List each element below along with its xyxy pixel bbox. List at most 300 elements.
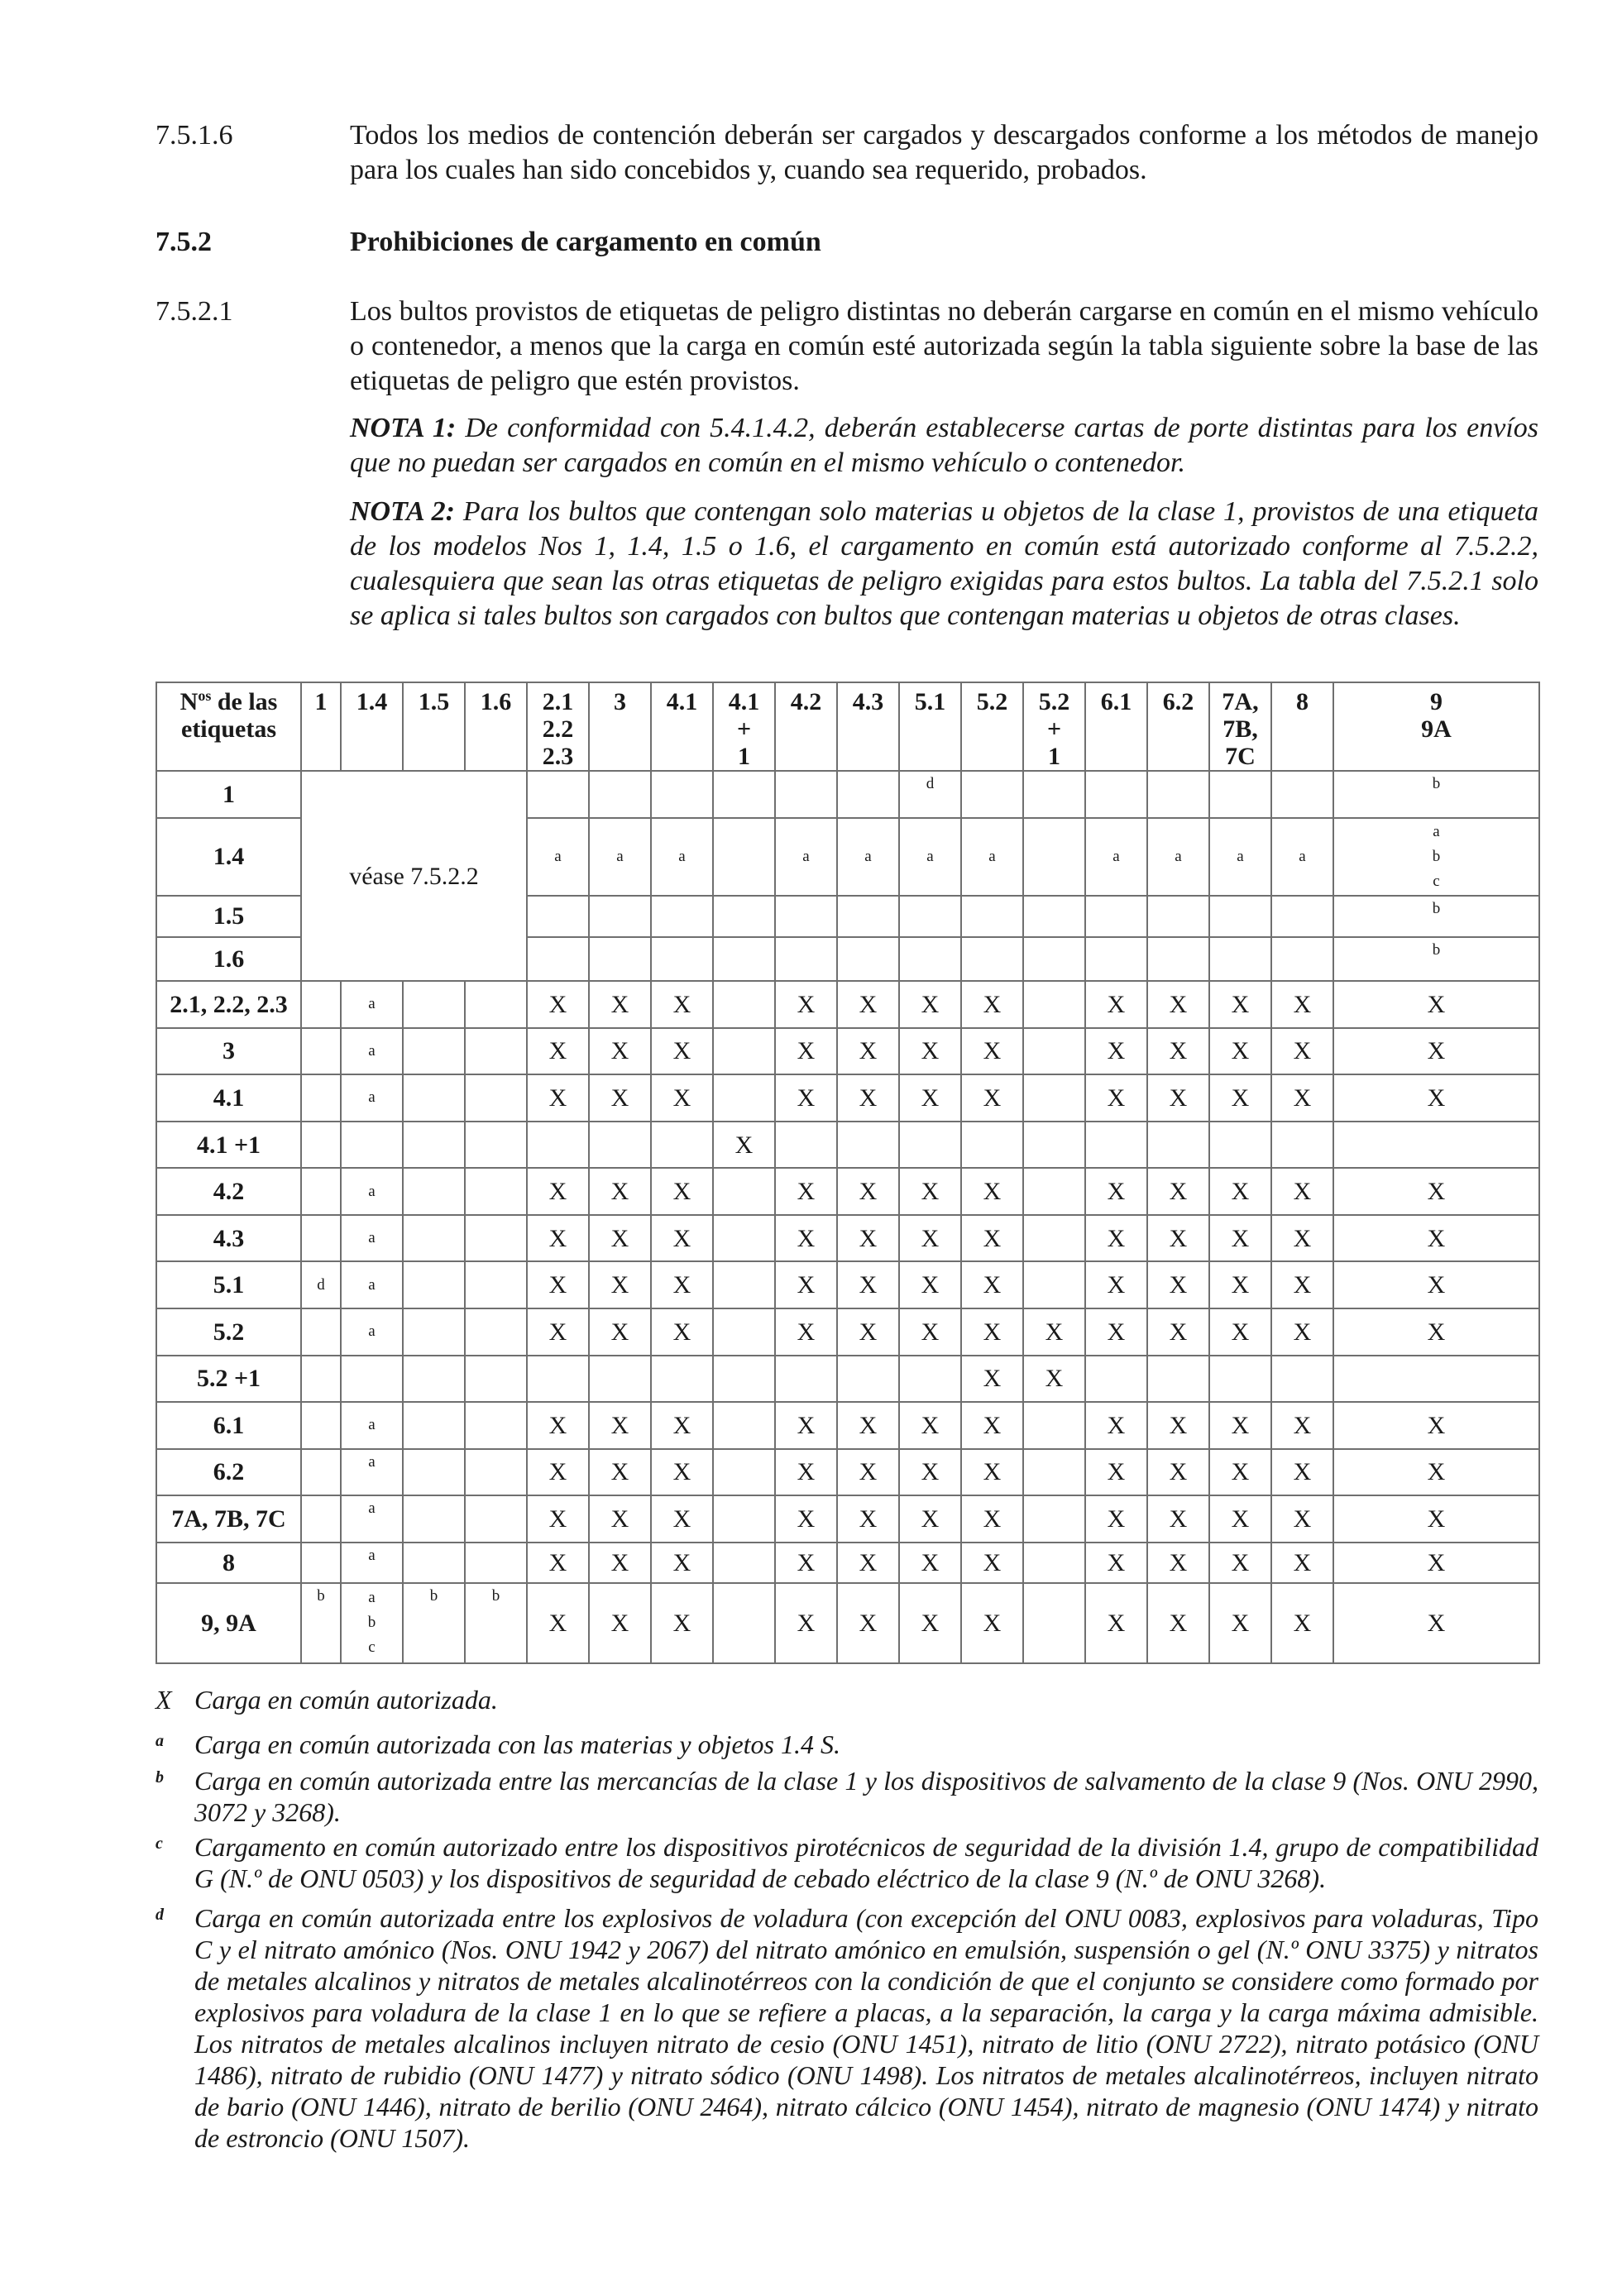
table-cell: X (1147, 1402, 1209, 1449)
table-row (156, 1168, 1539, 1215)
table-cell: X (1147, 1308, 1209, 1356)
table-cell (651, 771, 713, 818)
column-header-51-10: 5.1 (899, 682, 961, 771)
table-cell: X (527, 1168, 589, 1215)
table-cell (1147, 896, 1209, 936)
footnote-mark: c (156, 1834, 163, 1853)
table-cell: b (1333, 896, 1539, 936)
table-cell: X (1209, 1261, 1271, 1308)
table-cell: X (1333, 1074, 1539, 1122)
table-cell (527, 896, 589, 936)
table-cell: X (1147, 1074, 1209, 1122)
table-cell: X (899, 1215, 961, 1262)
table-cell (651, 937, 713, 981)
row-label: 3 (156, 1028, 301, 1075)
table-cell: X (589, 1261, 651, 1308)
table-cell: a (341, 1402, 403, 1449)
table-cell (1023, 771, 1085, 818)
table-cell (713, 1449, 775, 1496)
table-cell: a (341, 1261, 403, 1308)
column-header-16-3: 1.6 (465, 682, 527, 771)
table-cell (465, 1215, 527, 1262)
table-cell: X (1209, 1543, 1271, 1583)
table-cell: a (775, 818, 837, 897)
table-cell (1023, 1028, 1085, 1075)
table-cell (899, 1122, 961, 1169)
table-cell: X (1023, 1356, 1085, 1403)
row-label: 1.5 (156, 896, 301, 936)
table-cell: X (837, 1261, 899, 1308)
table-cell: X (899, 1261, 961, 1308)
row-label: 5.2 (156, 1308, 301, 1356)
table-cell: X (837, 1028, 899, 1075)
table-cell: X (837, 1495, 899, 1543)
table-cell (465, 1449, 527, 1496)
table-cell (1023, 1261, 1085, 1308)
table-row (156, 1495, 1539, 1543)
table-cell (403, 1122, 465, 1169)
table-cell (1271, 1122, 1333, 1169)
table-cell: X (527, 1308, 589, 1356)
table-cell: X (1271, 1543, 1333, 1583)
table-cell: a (341, 1308, 403, 1356)
table-cell: X (1209, 1495, 1271, 1543)
column-header-61-13: 6.1 (1085, 682, 1147, 771)
table-row (156, 1028, 1539, 1075)
column-header-8-16: 8 (1271, 682, 1333, 771)
table-cell (837, 1356, 899, 1403)
table-cell (301, 981, 341, 1028)
row-label: 1.6 (156, 937, 301, 981)
table-cell (301, 1356, 341, 1403)
footnote-text: Cargamento en común autorizado entre los dispositivos pirotécnicos de seguridad de la división 1.4, grupo de compatibilidad G (N.º de ONU 0503) y los dispositivos de seguridad de cebado eléctrico de la clase 9 (N.º de ONU 3268). (194, 1832, 1538, 1893)
table-cell: X (1085, 1074, 1147, 1122)
table-cell (651, 896, 713, 936)
row-label: 6.2 (156, 1449, 301, 1496)
table-cell (1147, 1356, 1209, 1403)
column-header-7A-15: 7A, 7B, 7C (1209, 682, 1271, 771)
table-cell: X (589, 1168, 651, 1215)
table-cell: X (899, 1543, 961, 1583)
table-cell: b (1333, 937, 1539, 981)
table-cell: X (961, 1402, 1023, 1449)
header-corner-labels: $N^{os}$ de las etiquetas (156, 682, 301, 771)
table-cell (527, 1122, 589, 1169)
table-cell: a (651, 818, 713, 897)
table-cell (527, 937, 589, 981)
table-cell: X (1333, 1261, 1539, 1308)
table-cell (527, 771, 589, 818)
table-cell (651, 1122, 713, 1169)
table-cell (465, 1122, 527, 1169)
table-cell: X (1147, 1543, 1209, 1583)
table-cell: X (1085, 1449, 1147, 1496)
table-cell: d (899, 771, 961, 818)
table-cell: X (961, 1308, 1023, 1356)
table-cell (1023, 1122, 1085, 1169)
table-cell (1023, 896, 1085, 936)
row-label: 1.4 (156, 818, 301, 897)
table-cell (403, 1308, 465, 1356)
table-cell: X (1147, 1583, 1209, 1663)
table-cell: X (1085, 1583, 1147, 1663)
table-cell: X (1333, 1449, 1539, 1496)
table-cell (465, 1356, 527, 1403)
table-cell: X (1333, 1583, 1539, 1663)
table-cell: X (775, 1495, 837, 1543)
table-cell (961, 1122, 1023, 1169)
paragraph-text: Todos los medios de contención deberán ser cargados y descargados conforme a los métodos de manejo para los cuales han sido concebidos y, cuando sea requerido, probados. (350, 120, 1538, 185)
table-cell: X (1085, 1308, 1147, 1356)
table-cell (465, 981, 527, 1028)
table-cell (403, 1356, 465, 1403)
row-label: 9, 9A (156, 1583, 301, 1663)
table-cell: X (899, 981, 961, 1028)
footnote-text: Carga en común autorizada. (194, 1685, 498, 1715)
table-cell (1023, 1449, 1085, 1496)
table-cell: X (899, 1449, 961, 1496)
column-header-52-12: 5.2 + 1 (1023, 682, 1085, 771)
table-cell: X (961, 1028, 1023, 1075)
table-cell (301, 1449, 341, 1496)
table-row (156, 1261, 1539, 1308)
table-row (156, 1583, 1539, 1663)
table-cell: X (713, 1122, 775, 1169)
table-cell: X (1271, 1074, 1333, 1122)
table-row (156, 1543, 1539, 1583)
table-cell: X (1271, 1308, 1333, 1356)
table-cell: X (1271, 1261, 1333, 1308)
table-cell (775, 771, 837, 818)
table-cell (403, 1028, 465, 1075)
table-cell: X (1271, 1402, 1333, 1449)
table-cell: X (1209, 1308, 1271, 1356)
table-row (156, 1356, 1539, 1403)
table-cell (1333, 1356, 1539, 1403)
table-cell: X (899, 1308, 961, 1356)
table-cell (1209, 937, 1271, 981)
table-cell (1147, 771, 1209, 818)
table-cell: X (961, 1261, 1023, 1308)
table-cell (1209, 1122, 1271, 1169)
table-cell: b (403, 1583, 465, 1663)
table-cell: X (651, 1449, 713, 1496)
table-cell: X (1271, 1028, 1333, 1075)
table-row (156, 1074, 1539, 1122)
table-cell: X (651, 1495, 713, 1543)
table-cell (589, 937, 651, 981)
row-label: 7A, 7B, 7C (156, 1495, 301, 1543)
table-cell: X (775, 981, 837, 1028)
table-cell: X (1209, 1028, 1271, 1075)
table-cell (713, 1356, 775, 1403)
table-cell: X (527, 1543, 589, 1583)
table-cell: X (1147, 1261, 1209, 1308)
table-cell (1147, 1122, 1209, 1169)
table-cell (589, 1122, 651, 1169)
table-row (156, 1402, 1539, 1449)
table-cell (1023, 1215, 1085, 1262)
table-cell: X (1209, 1168, 1271, 1215)
footnote-mark: a (156, 1732, 164, 1750)
table-cell (1085, 937, 1147, 981)
table-cell (961, 937, 1023, 981)
table-cell: X (899, 1168, 961, 1215)
table-cell: X (1085, 1543, 1147, 1583)
table-cell: X (1271, 1495, 1333, 1543)
table-cell: X (1209, 1583, 1271, 1663)
table-cell: X (775, 1543, 837, 1583)
table-cell: X (527, 1402, 589, 1449)
table-cell: X (527, 1028, 589, 1075)
row-label: 2.1, 2.2, 2.3 (156, 981, 301, 1028)
table-cell: a (589, 818, 651, 897)
table-cell (589, 771, 651, 818)
section-number: 7.5.2 (156, 227, 212, 257)
table-cell: a b c (1333, 818, 1539, 897)
table-cell: a (1209, 818, 1271, 897)
table-cell (527, 1356, 589, 1403)
table-cell (403, 1543, 465, 1583)
table-cell (403, 1449, 465, 1496)
footnote-mark: b (156, 1768, 164, 1787)
table-cell: X (837, 1402, 899, 1449)
table-cell (713, 771, 775, 818)
table-cell: X (1333, 1495, 1539, 1543)
table-cell (1209, 896, 1271, 936)
table-cell: b (301, 1583, 341, 1663)
nota-2 (350, 495, 1538, 634)
table-cell: a (1147, 818, 1209, 897)
table-cell: X (899, 1495, 961, 1543)
table-cell: X (527, 1449, 589, 1496)
nota-1-label: NOTA 1: (350, 413, 457, 443)
paragraph-number: 7.5.1.6 (156, 120, 233, 151)
table-cell (837, 771, 899, 818)
table-cell (1271, 937, 1333, 981)
table-cell (775, 1356, 837, 1403)
column-header-42-8: 4.2 (775, 682, 837, 771)
table-cell (465, 1074, 527, 1122)
table-cell (713, 1028, 775, 1075)
table-cell: X (775, 1074, 837, 1122)
table-cell: X (1333, 1402, 1539, 1449)
row-label: 1 (156, 771, 301, 818)
table-cell: X (1209, 1074, 1271, 1122)
table-cell (1209, 1356, 1271, 1403)
row-label: 6.1 (156, 1402, 301, 1449)
table-cell: X (589, 1495, 651, 1543)
row-label: 4.2 (156, 1168, 301, 1215)
table-cell (961, 771, 1023, 818)
table-cell (465, 1402, 527, 1449)
table-cell: X (961, 1449, 1023, 1496)
table-cell: X (1085, 981, 1147, 1028)
table-cell (713, 1495, 775, 1543)
table-cell (1023, 1543, 1085, 1583)
table-cell (713, 1308, 775, 1356)
table-cell (301, 1028, 341, 1075)
table-cell: X (961, 1215, 1023, 1262)
table-cell: X (961, 1168, 1023, 1215)
column-header-62-14: 6.2 (1147, 682, 1209, 771)
table-cell: X (775, 1308, 837, 1356)
table-cell: X (775, 1215, 837, 1262)
table-cell: a (1271, 818, 1333, 897)
table-cell: X (651, 1583, 713, 1663)
table-cell (301, 1122, 341, 1169)
table-cell: X (651, 1261, 713, 1308)
table-cell (403, 1215, 465, 1262)
table-cell: X (1209, 1215, 1271, 1262)
column-header-9-17: 9 9A (1333, 682, 1539, 771)
table-cell: X (899, 1583, 961, 1663)
table-cell: X (589, 1215, 651, 1262)
table-cell: a (341, 1543, 403, 1583)
row-label: 8 (156, 1543, 301, 1583)
table-cell: X (837, 1308, 899, 1356)
table-cell (465, 1261, 527, 1308)
section-title: Prohibiciones de cargamento en común (350, 227, 821, 257)
table-cell (1023, 1583, 1085, 1663)
table-cell: X (651, 1543, 713, 1583)
table-cell (837, 1122, 899, 1169)
table-cell (1271, 896, 1333, 936)
table-cell: X (899, 1402, 961, 1449)
table-cell (589, 1356, 651, 1403)
footnote-text: Carga en común autorizada con las materias y objetos 1.4 S. (194, 1729, 840, 1759)
table-cell (465, 1543, 527, 1583)
table-cell (301, 1402, 341, 1449)
table-cell: a (1085, 818, 1147, 897)
table-cell: X (1085, 1028, 1147, 1075)
table-cell: X (1085, 1215, 1147, 1262)
table-cell: X (527, 1261, 589, 1308)
table-cell: X (837, 1543, 899, 1583)
table-cell (403, 1402, 465, 1449)
table-cell: a (961, 818, 1023, 897)
table-cell: X (651, 1308, 713, 1356)
table-cell: X (589, 1402, 651, 1449)
table-cell: X (837, 1583, 899, 1663)
table-cell: a (527, 818, 589, 897)
table-cell: X (1085, 1168, 1147, 1215)
table-cell: X (1271, 1583, 1333, 1663)
table-cell: X (775, 1402, 837, 1449)
table-cell (713, 1074, 775, 1122)
table-row (156, 1449, 1539, 1496)
table-cell: X (899, 1028, 961, 1075)
table-cell (1209, 771, 1271, 818)
table-cell (403, 1074, 465, 1122)
table-cell: a (341, 1495, 403, 1543)
table-cell: X (961, 1583, 1023, 1663)
table-cell: X (651, 1402, 713, 1449)
table-cell: X (1085, 1402, 1147, 1449)
table-cell: X (1333, 1543, 1539, 1583)
table-cell: X (961, 1074, 1023, 1122)
table-cell: X (589, 1583, 651, 1663)
table-row (156, 1215, 1539, 1262)
table-cell: X (1333, 1215, 1539, 1262)
table-cell: b (465, 1583, 527, 1663)
table-cell: X (961, 1495, 1023, 1543)
table-cell (1023, 1495, 1085, 1543)
table-cell: X (961, 1543, 1023, 1583)
table-cell: a (899, 818, 961, 897)
table-cell: X (527, 1074, 589, 1122)
table-cell (1085, 771, 1147, 818)
table-cell: X (1085, 1261, 1147, 1308)
table-cell (301, 1074, 341, 1122)
table-cell (589, 896, 651, 936)
table-cell (341, 1356, 403, 1403)
table-cell: X (837, 1074, 899, 1122)
superscript: os (198, 687, 212, 704)
table-cell: X (589, 1449, 651, 1496)
table-cell (1085, 1356, 1147, 1403)
table-cell (1147, 937, 1209, 981)
table-cell: X (961, 981, 1023, 1028)
table-cell (403, 1495, 465, 1543)
table-cell (1085, 1122, 1147, 1169)
table-cell (775, 1122, 837, 1169)
table-cell (713, 1215, 775, 1262)
table-cell: a (341, 1074, 403, 1122)
table-cell: a (341, 1449, 403, 1496)
table-cell (1271, 771, 1333, 818)
table-cell: X (899, 1074, 961, 1122)
table-cell (1085, 896, 1147, 936)
table-cell: X (589, 1308, 651, 1356)
table-cell: X (527, 1495, 589, 1543)
table-cell (465, 1168, 527, 1215)
table-cell: X (1271, 981, 1333, 1028)
table-cell (301, 1215, 341, 1262)
table-cell: b (1333, 771, 1539, 818)
table-cell (651, 1356, 713, 1403)
table-cell (713, 1261, 775, 1308)
table-cell (465, 1308, 527, 1356)
table-cell: X (1147, 1495, 1209, 1543)
nota-1-text: De conformidad con 5.4.1.4.2, deberán establecerse cartas de porte distintas para los envíos que no puedan ser cargados en común en el mismo vehículo o contenedor. (350, 413, 1538, 478)
table-cell (837, 896, 899, 936)
row-label: 4.3 (156, 1215, 301, 1262)
table-cell (301, 1495, 341, 1543)
column-header-14-1: 1.4 (341, 682, 403, 771)
column-header-41-7: 4.1 + 1 (713, 682, 775, 771)
table-cell (403, 1261, 465, 1308)
table-cell: X (1209, 1449, 1271, 1496)
row-label: 4.1 (156, 1074, 301, 1122)
table-cell: X (775, 1261, 837, 1308)
table-cell (713, 1543, 775, 1583)
table-cell (341, 1122, 403, 1169)
table-cell (713, 981, 775, 1028)
column-header-43-9: 4.3 (837, 682, 899, 771)
table-cell: X (1147, 1028, 1209, 1075)
table-cell: X (837, 1168, 899, 1215)
table-cell: a (341, 1168, 403, 1215)
table-cell: X (651, 1168, 713, 1215)
table-cell (899, 896, 961, 936)
table-cell (465, 1495, 527, 1543)
table-cell (775, 896, 837, 936)
nota-1 (350, 411, 1538, 481)
table-cell: X (1209, 981, 1271, 1028)
table-cell: a (341, 981, 403, 1028)
table-cell: X (527, 981, 589, 1028)
